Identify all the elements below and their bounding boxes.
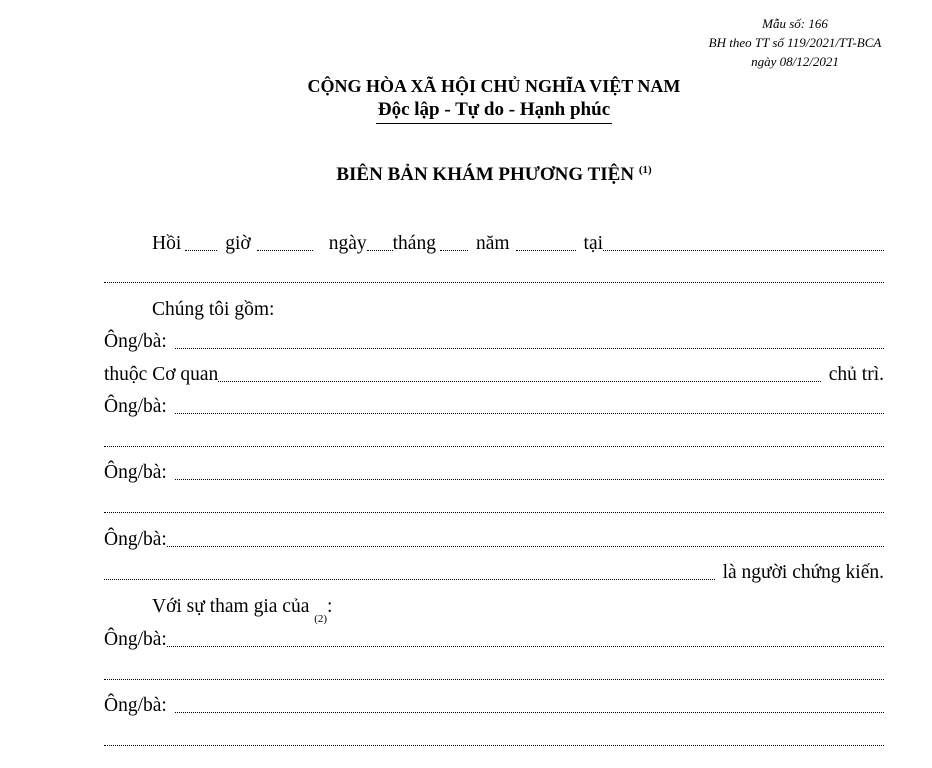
participation-colon: : <box>327 596 333 617</box>
participant-2-field-2[interactable] <box>104 745 884 746</box>
witness-line <box>104 526 884 552</box>
witness-continuation <box>104 559 884 585</box>
time-place-line <box>104 230 884 256</box>
ong-ba-label: Ông/bà: <box>104 695 167 716</box>
label-hoi: Hồi <box>152 233 182 254</box>
nguoi-chung-kien-label: là người chứng kiến. <box>722 562 884 583</box>
day-field[interactable] <box>367 250 393 251</box>
form-number: Mẫu số: 166 <box>762 16 828 31</box>
document-title <box>0 162 932 188</box>
member-3-field-2[interactable] <box>104 512 884 513</box>
label-nam: năm <box>475 233 510 254</box>
nation-title: CỘNG HÒA XÃ HỘI CHỦ NGHĨA VIỆT NAM <box>307 76 681 96</box>
members-heading <box>104 296 884 322</box>
minute-field[interactable] <box>257 250 313 251</box>
agency-line <box>104 361 884 387</box>
ong-ba-label: Ông/bà: <box>104 529 167 550</box>
hour-field[interactable] <box>185 250 217 251</box>
participant-2-continuation <box>104 725 884 751</box>
form-code-block <box>690 14 900 71</box>
label-ngay: ngày <box>328 233 367 254</box>
participation-heading: Với sự tham gia của (2) : <box>152 596 333 625</box>
participant-1-continuation <box>104 659 884 685</box>
voi-su-tham-gia-label: Với sự tham gia của <box>152 596 310 617</box>
place-field[interactable] <box>603 250 884 251</box>
place-field-2[interactable] <box>104 282 884 283</box>
issued-date: ngày 08/12/2021 <box>751 54 839 69</box>
place-continuation-line <box>104 262 884 288</box>
document-title-text: BIÊN BẢN KHÁM PHƯƠNG TIỆN <box>336 164 635 185</box>
label-tai: tại <box>583 233 604 254</box>
chu-tri-label: chủ trì. <box>828 364 884 385</box>
member-3-field[interactable] <box>175 479 884 480</box>
member-3-continuation <box>104 492 884 518</box>
agency-field[interactable] <box>218 381 820 382</box>
issued-by: BH theo TT số 119/2021/TT-BCA <box>708 35 882 50</box>
thuoc-co-quan-label: thuộc Cơ quan <box>104 364 219 385</box>
ong-ba-label: Ông/bà: <box>104 462 167 483</box>
witness-field-2[interactable] <box>104 579 715 580</box>
participant-1-line <box>104 626 884 652</box>
participant-1-field[interactable] <box>167 646 884 647</box>
year-field[interactable] <box>516 250 576 251</box>
participant-1-field-2[interactable] <box>104 679 884 680</box>
member-3-line <box>104 459 884 485</box>
ong-ba-label: Ông/bà: <box>104 331 167 352</box>
witness-field[interactable] <box>167 546 884 547</box>
member-1-line <box>104 328 884 354</box>
chung-toi-gom-label: Chúng tôi gồm: <box>152 299 275 320</box>
member-2-field[interactable] <box>175 413 884 414</box>
national-heading <box>0 74 932 124</box>
member-2-line <box>104 393 884 419</box>
member-2-continuation <box>104 426 884 452</box>
participant-2-line <box>104 692 884 718</box>
member-2-field-2[interactable] <box>104 446 884 447</box>
member-1-field[interactable] <box>175 348 884 349</box>
participant-2-field[interactable] <box>175 712 884 713</box>
ong-ba-label: Ông/bà: <box>104 396 167 417</box>
label-gio: giờ <box>225 233 251 254</box>
ong-ba-label: Ông/bà: <box>104 629 167 650</box>
label-thang: tháng <box>392 233 436 254</box>
document-title-note: (1) <box>638 164 652 176</box>
nation-motto: Độc lập - Tự do - Hạnh phúc <box>376 98 612 124</box>
month-field[interactable] <box>440 250 468 251</box>
